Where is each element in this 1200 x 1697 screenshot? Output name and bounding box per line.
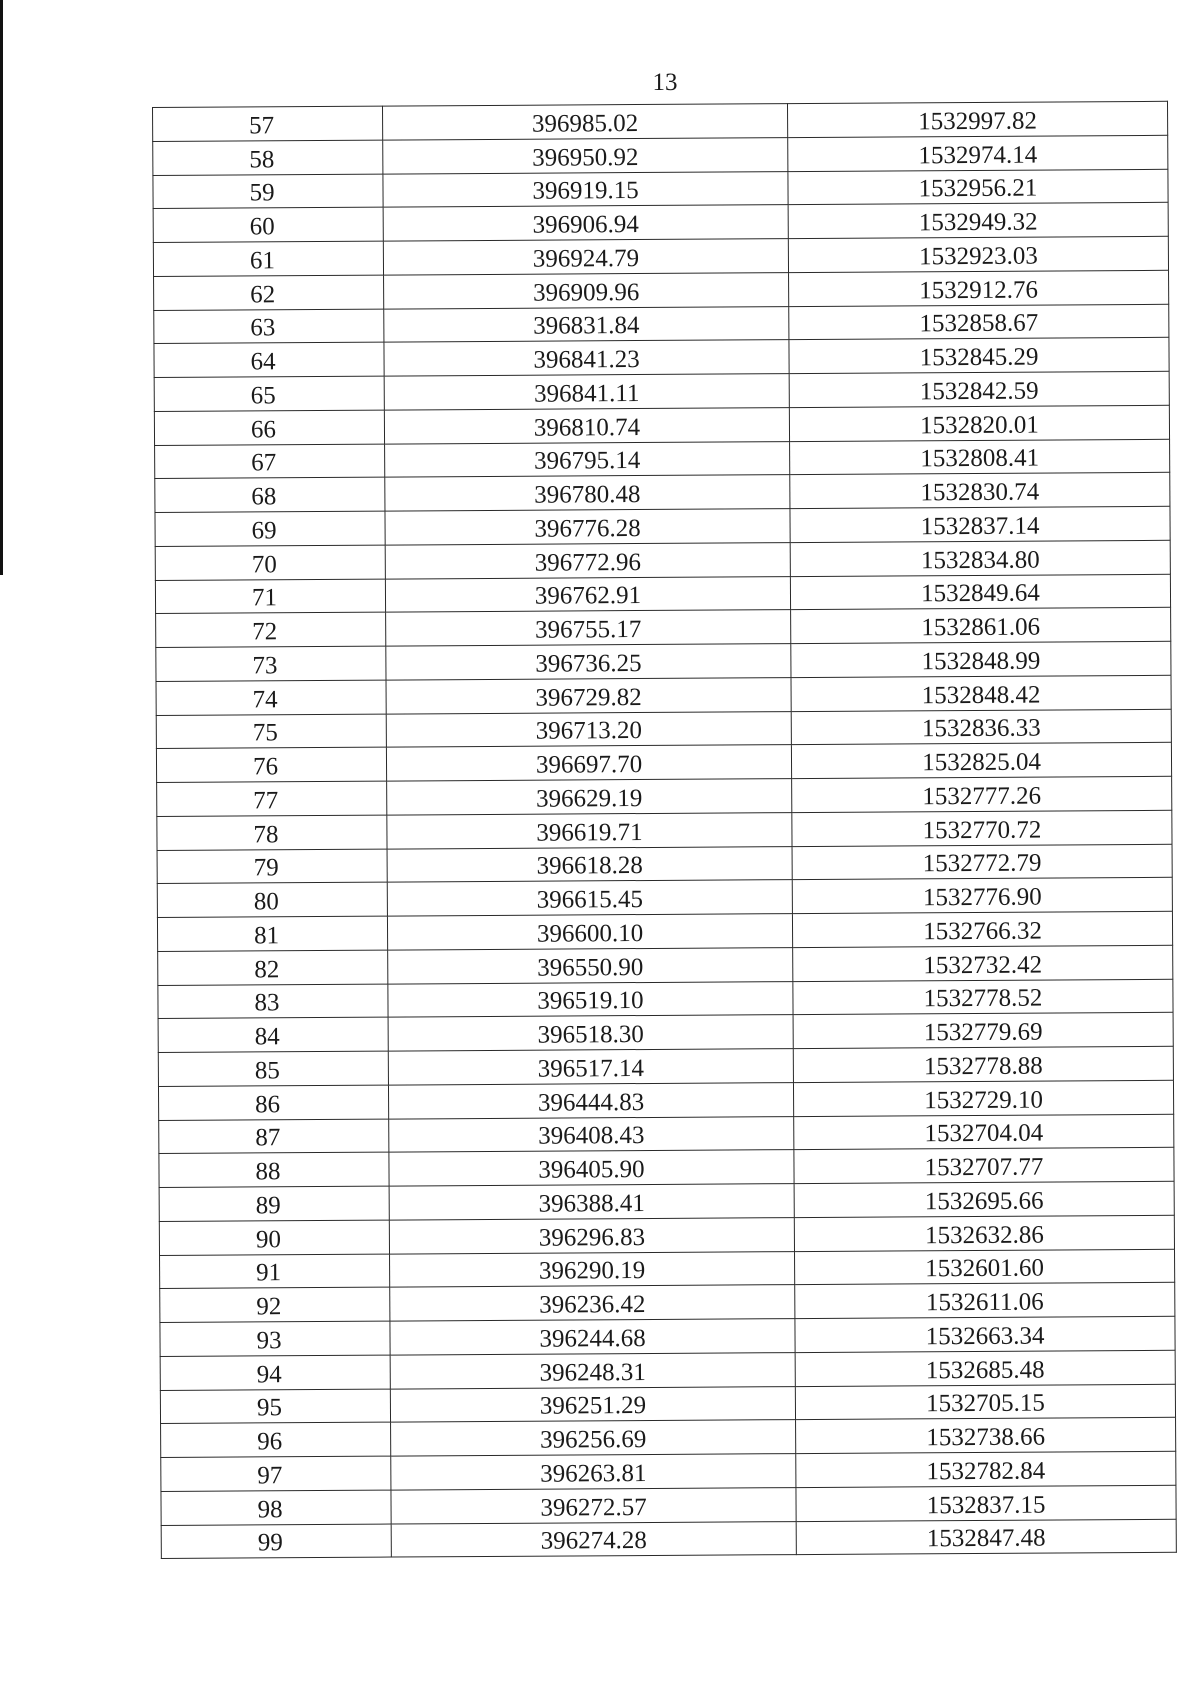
table-row [154, 304, 1169, 344]
table-row [154, 338, 1169, 378]
table-row [156, 675, 1171, 715]
x-coordinate-cell: 396600.10 [387, 914, 792, 950]
y-coordinate-cell: 1532858.67 [789, 304, 1169, 340]
x-coordinate-cell: 396729.82 [386, 677, 791, 713]
point-number-cell: 57 [153, 106, 383, 141]
table-row [160, 1283, 1175, 1323]
y-coordinate-cell: 1532766.32 [792, 911, 1172, 947]
table-row [157, 911, 1172, 951]
x-coordinate-cell: 396618.28 [387, 846, 792, 882]
point-number-cell: 74 [156, 680, 386, 715]
point-number-cell: 89 [159, 1186, 389, 1221]
x-coordinate-cell: 396615.45 [387, 880, 792, 916]
point-number-cell: 85 [158, 1051, 388, 1086]
y-coordinate-cell: 1532808.41 [790, 439, 1170, 475]
table-row [160, 1316, 1175, 1356]
point-number-cell: 64 [154, 342, 384, 377]
y-coordinate-cell: 1532912.76 [789, 270, 1169, 306]
table-row [161, 1451, 1176, 1491]
point-number-cell: 81 [157, 916, 387, 951]
table-row [158, 1080, 1173, 1120]
y-coordinate-cell: 1532782.84 [796, 1451, 1176, 1487]
y-coordinate-cell: 1532772.79 [792, 844, 1172, 880]
point-number-cell: 99 [161, 1524, 391, 1559]
table-row [154, 371, 1169, 411]
y-coordinate-cell: 1532848.42 [791, 675, 1171, 711]
table-row [158, 945, 1173, 985]
x-coordinate-cell: 396909.96 [384, 272, 789, 308]
table-row [154, 405, 1169, 445]
y-coordinate-cell: 1532845.29 [789, 338, 1169, 374]
point-number-cell: 63 [154, 309, 384, 344]
x-coordinate-cell: 396518.30 [388, 1015, 793, 1051]
point-number-cell: 76 [156, 747, 386, 782]
x-coordinate-cell: 396444.83 [388, 1082, 793, 1118]
table-row [160, 1249, 1175, 1289]
point-number-cell: 70 [155, 545, 385, 580]
x-coordinate-cell: 396736.25 [386, 644, 791, 680]
y-coordinate-cell: 1532974.14 [788, 135, 1168, 171]
x-coordinate-cell: 396256.69 [391, 1420, 796, 1456]
y-coordinate-cell: 1532949.32 [788, 203, 1168, 239]
y-coordinate-cell: 1532997.82 [787, 101, 1167, 137]
y-coordinate-cell: 1532848.99 [791, 641, 1171, 677]
table-row [153, 101, 1168, 141]
x-coordinate-cell: 396841.11 [384, 374, 789, 410]
table-row [156, 641, 1171, 681]
point-number-cell: 60 [153, 207, 383, 242]
point-number-cell: 67 [155, 444, 385, 479]
x-coordinate-cell: 396985.02 [382, 104, 787, 140]
point-number-cell: 87 [159, 1119, 389, 1154]
x-coordinate-cell: 396619.71 [387, 812, 792, 848]
y-coordinate-cell: 1532663.34 [795, 1316, 1175, 1352]
point-number-cell: 96 [161, 1422, 391, 1457]
y-coordinate-cell: 1532837.15 [796, 1485, 1176, 1521]
table-row [159, 1114, 1174, 1154]
point-number-cell: 91 [160, 1254, 390, 1289]
table-row [155, 473, 1170, 513]
y-coordinate-cell: 1532956.21 [788, 169, 1168, 205]
x-coordinate-cell: 396776.28 [385, 509, 790, 545]
coordinates-table-body [153, 101, 1177, 1558]
table-row [158, 1013, 1173, 1053]
point-number-cell: 73 [156, 646, 386, 681]
x-coordinate-cell: 396831.84 [384, 306, 789, 342]
x-coordinate-cell: 396629.19 [387, 779, 792, 815]
x-coordinate-cell: 396251.29 [390, 1386, 795, 1422]
x-coordinate-cell: 396550.90 [388, 947, 793, 983]
coordinates-table [152, 101, 1177, 1559]
y-coordinate-cell: 1532847.48 [796, 1519, 1176, 1555]
point-number-cell: 62 [154, 275, 384, 310]
y-coordinate-cell: 1532779.69 [793, 1013, 1173, 1049]
point-number-cell: 61 [153, 241, 383, 276]
table-row [155, 540, 1170, 580]
y-coordinate-cell: 1532707.77 [794, 1148, 1174, 1184]
point-number-cell: 86 [158, 1085, 388, 1120]
x-coordinate-cell: 396290.19 [390, 1251, 795, 1287]
table-row [159, 1181, 1174, 1221]
y-coordinate-cell: 1532611.06 [795, 1283, 1175, 1319]
table-row [155, 506, 1170, 546]
x-coordinate-cell: 396272.57 [391, 1487, 796, 1523]
x-coordinate-cell: 396713.20 [386, 711, 791, 747]
table-row [159, 1215, 1174, 1255]
table-row [156, 743, 1171, 783]
x-coordinate-cell: 396274.28 [391, 1521, 796, 1557]
x-coordinate-cell: 396841.23 [384, 340, 789, 376]
y-coordinate-cell: 1532837.14 [790, 506, 1170, 542]
point-number-cell: 83 [158, 984, 388, 1019]
point-number-cell: 75 [156, 714, 386, 749]
y-coordinate-cell: 1532738.66 [796, 1418, 1176, 1454]
point-number-cell: 78 [157, 815, 387, 850]
y-coordinate-cell: 1532704.04 [794, 1114, 1174, 1150]
point-number-cell: 88 [159, 1152, 389, 1187]
x-coordinate-cell: 396248.31 [390, 1352, 795, 1388]
point-number-cell: 95 [160, 1389, 390, 1424]
table-row [153, 203, 1168, 243]
point-number-cell: 72 [156, 612, 386, 647]
point-number-cell: 58 [153, 140, 383, 175]
point-number-cell: 80 [157, 882, 387, 917]
point-number-cell: 93 [160, 1321, 390, 1356]
y-coordinate-cell: 1532830.74 [790, 473, 1170, 509]
table-row [153, 135, 1168, 175]
table-row [158, 979, 1173, 1019]
table-row [160, 1350, 1175, 1390]
table-row [157, 878, 1172, 918]
y-coordinate-cell: 1532685.48 [795, 1350, 1175, 1386]
point-number-cell: 92 [160, 1287, 390, 1322]
y-coordinate-cell: 1532732.42 [793, 945, 1173, 981]
point-number-cell: 69 [155, 511, 385, 546]
y-coordinate-cell: 1532825.04 [791, 743, 1171, 779]
table-row [157, 844, 1172, 884]
x-coordinate-cell: 396517.14 [388, 1049, 793, 1085]
table-row [155, 574, 1170, 614]
point-number-cell: 98 [161, 1490, 391, 1525]
x-coordinate-cell: 396755.17 [386, 610, 791, 646]
point-number-cell: 90 [159, 1220, 389, 1255]
table-row [153, 236, 1168, 276]
y-coordinate-cell: 1532836.33 [791, 709, 1171, 745]
y-coordinate-cell: 1532849.64 [790, 574, 1170, 610]
y-coordinate-cell: 1532778.88 [793, 1046, 1173, 1082]
point-number-cell: 82 [158, 950, 388, 985]
y-coordinate-cell: 1532695.66 [794, 1181, 1174, 1217]
table-row [155, 439, 1170, 479]
x-coordinate-cell: 396236.42 [390, 1285, 795, 1321]
x-coordinate-cell: 396405.90 [389, 1150, 794, 1186]
y-coordinate-cell: 1532601.60 [795, 1249, 1175, 1285]
table-row [161, 1519, 1176, 1559]
x-coordinate-cell: 396519.10 [388, 981, 793, 1017]
x-coordinate-cell: 396762.91 [385, 576, 790, 612]
x-coordinate-cell: 396906.94 [383, 205, 788, 241]
point-number-cell: 66 [154, 410, 384, 445]
x-coordinate-cell: 396810.74 [384, 407, 789, 443]
x-coordinate-cell: 396919.15 [383, 171, 788, 207]
point-number-cell: 68 [155, 477, 385, 512]
point-number-cell: 94 [160, 1355, 390, 1390]
y-coordinate-cell: 1532777.26 [792, 776, 1172, 812]
point-number-cell: 65 [154, 376, 384, 411]
x-coordinate-cell: 396780.48 [385, 475, 790, 511]
y-coordinate-cell: 1532820.01 [789, 405, 1169, 441]
point-number-cell: 71 [155, 579, 385, 614]
y-coordinate-cell: 1532729.10 [793, 1080, 1173, 1116]
point-number-cell: 59 [153, 174, 383, 209]
point-number-cell: 79 [157, 849, 387, 884]
x-coordinate-cell: 396924.79 [383, 239, 788, 275]
table-row [158, 1046, 1173, 1086]
y-coordinate-cell: 1532776.90 [792, 878, 1172, 914]
table-row [159, 1148, 1174, 1188]
x-coordinate-cell: 396388.41 [389, 1184, 794, 1220]
x-coordinate-cell: 396795.14 [385, 441, 790, 477]
y-coordinate-cell: 1532834.80 [790, 540, 1170, 576]
table-row [156, 608, 1171, 648]
y-coordinate-cell: 1532923.03 [788, 236, 1168, 272]
point-number-cell: 84 [158, 1017, 388, 1052]
x-coordinate-cell: 396697.70 [386, 745, 791, 781]
x-coordinate-cell: 396772.96 [385, 542, 790, 578]
table-row [161, 1485, 1176, 1525]
y-coordinate-cell: 1532632.86 [794, 1215, 1174, 1251]
x-coordinate-cell: 396244.68 [390, 1319, 795, 1355]
point-number-cell: 97 [161, 1456, 391, 1491]
table-row [157, 810, 1172, 850]
table-row [154, 270, 1169, 310]
table-row [153, 169, 1168, 209]
y-coordinate-cell: 1532778.52 [793, 979, 1173, 1015]
x-coordinate-cell: 396296.83 [389, 1217, 794, 1253]
page-number: 13 [652, 69, 678, 96]
x-coordinate-cell: 396408.43 [389, 1116, 794, 1152]
table-row [156, 709, 1171, 749]
x-coordinate-cell: 396950.92 [383, 137, 788, 173]
table-row [160, 1384, 1175, 1424]
y-coordinate-cell: 1532842.59 [789, 371, 1169, 407]
y-coordinate-cell: 1532705.15 [795, 1384, 1175, 1420]
y-coordinate-cell: 1532770.72 [792, 810, 1172, 846]
table-row [157, 776, 1172, 816]
point-number-cell: 77 [157, 781, 387, 816]
x-coordinate-cell: 396263.81 [391, 1454, 796, 1490]
table-row [161, 1418, 1176, 1458]
y-coordinate-cell: 1532861.06 [791, 608, 1171, 644]
